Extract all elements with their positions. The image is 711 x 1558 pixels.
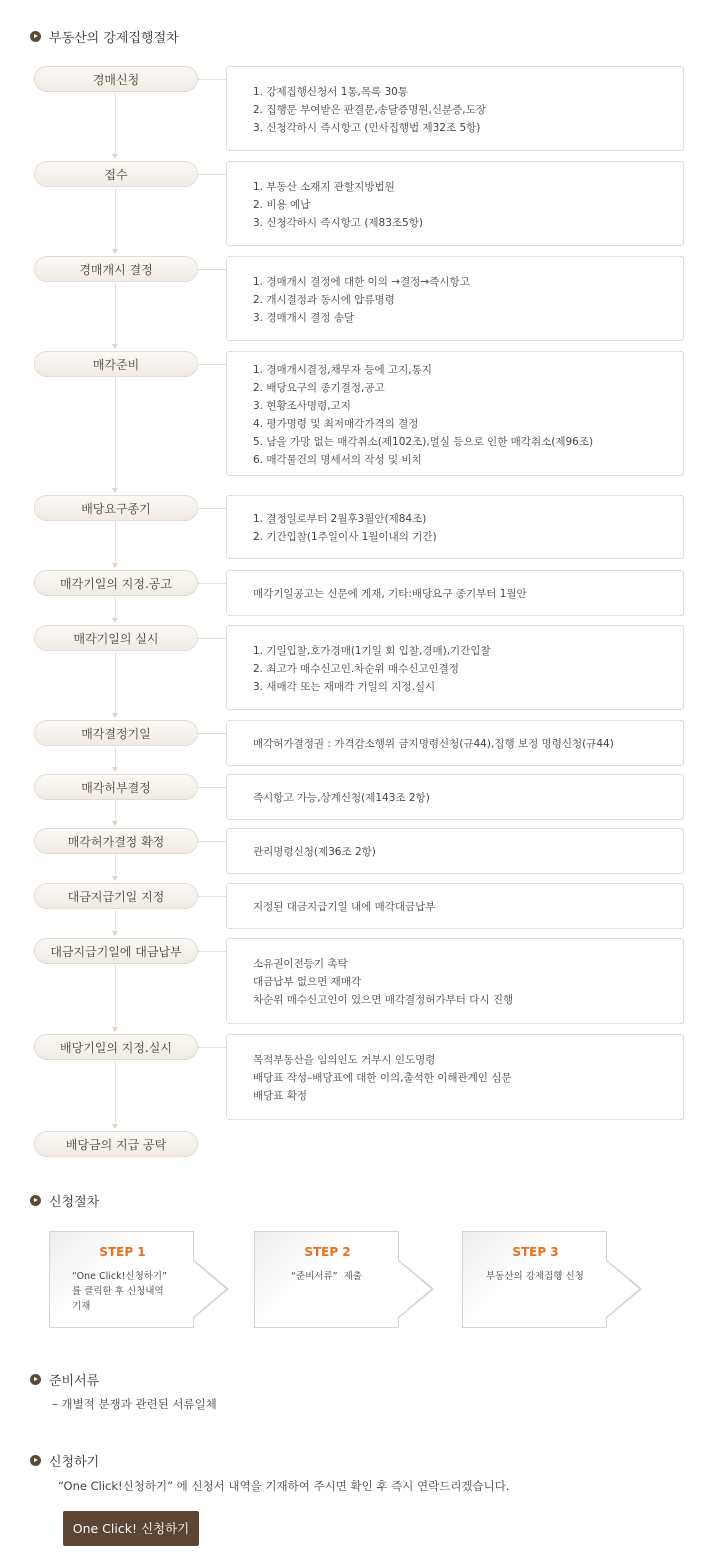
- section-title-request: [30, 1451, 99, 1470]
- flow-connector: [198, 841, 226, 842]
- detail-line: 3. 신청각하시 즉시항고 (민사집행법 제32조 5항): [253, 122, 481, 134]
- flow-connector: [198, 951, 226, 952]
- detail-line: 2. 기간입찰(1주일이사 1월이내의 기간): [253, 531, 437, 543]
- detail-line: 3. 새매각 또는 재매각 기일의 지정.실시: [253, 681, 436, 693]
- arrow-down-icon: [112, 931, 118, 936]
- flow-step-detail-box: [226, 883, 684, 929]
- detail-line: 2. 배당요구의 종기결정,공고: [253, 382, 385, 394]
- flow-step-pill: 배당요구종기: [34, 495, 198, 521]
- detail-line: 2. 개시결정과 동시에 압류명령: [253, 294, 395, 306]
- flow-step-detail-box: [226, 161, 684, 246]
- detail-line: 1. 기일입찰,호가경매(1기일 회 입찰,경매),기간입찰: [253, 645, 491, 657]
- flow-connector: [198, 583, 226, 584]
- step-text: [486, 1269, 584, 1284]
- detail-line: 2. 집행문 부여받은 판결문,송달증명원,신분증,도장: [253, 104, 486, 116]
- flow-step-detail-box: [226, 1034, 684, 1120]
- arrow-down-icon: [112, 344, 118, 349]
- bullet-icon: [30, 1455, 41, 1466]
- flow-vertical-line: [115, 597, 116, 618]
- flow-vertical-line: [115, 522, 116, 563]
- step-3-box: [462, 1231, 607, 1328]
- bullet-icon: [30, 1195, 41, 1206]
- arrow-down-icon: [112, 249, 118, 254]
- step-text-line: 를 클릭한 후 신청내역: [72, 1286, 164, 1297]
- flow-vertical-line: [115, 283, 116, 344]
- detail-line: 1. 강제집행신청서 1통,목록 30통: [253, 86, 408, 98]
- flow-vertical-line: [115, 378, 116, 488]
- detail-line: 배당표 확정: [253, 1090, 308, 1102]
- flow-step-pill: 접수: [34, 161, 198, 187]
- detail-line: 차순위 매수신고인이 있으면 매각결정허가부터 다시 진행: [253, 994, 514, 1006]
- flow-step-detail-box: [226, 66, 684, 151]
- arrow-down-icon: [112, 713, 118, 718]
- flow-step-pill: 경매개시 결정: [34, 256, 198, 282]
- flow-vertical-line: [115, 801, 116, 821]
- flow-step-pill: 매각결정기일: [34, 720, 198, 746]
- flow-step-detail-box: [226, 495, 684, 559]
- flow-connector: [198, 638, 226, 639]
- detail-line: 3. 경매개시 결정 송달: [253, 312, 355, 324]
- flow-vertical-line: [115, 965, 116, 1027]
- flow-step-pill: 배당기일의 지정.실시: [34, 1034, 198, 1060]
- section-title-text: 신청하기: [49, 1455, 100, 1470]
- arrow-down-icon: [112, 1027, 118, 1032]
- arrow-down-icon: [112, 488, 118, 493]
- request-description: “One Click!신청하기” 에 신청서 내역을 기재하여 주시면 확인 후 즉시 연락드리겠습니다.: [58, 1479, 510, 1493]
- section-title-apply: [30, 1191, 99, 1210]
- step-text: [291, 1269, 362, 1284]
- step-label: STEP 3: [512, 1245, 559, 1259]
- arrow-down-icon: [112, 876, 118, 881]
- detail-line: 3. 현황조사명령,고지: [253, 400, 351, 412]
- section-title-text: 준비서류: [49, 1374, 100, 1389]
- flow-step-pill: 대금지급기일 지정: [34, 883, 198, 909]
- step-2-box: [254, 1231, 399, 1328]
- detail-line: 관리명령신청(제36조 2항): [253, 846, 376, 858]
- arrow-down-icon: [112, 618, 118, 623]
- flow-connector: [198, 364, 226, 365]
- step-label: STEP 2: [304, 1245, 351, 1259]
- arrow-down-icon: [112, 1124, 118, 1129]
- detail-line: 매각허가결정권 : 가격감소행위 금지명령신청(규44),집행 보정 명령신청(규44): [253, 738, 614, 750]
- flow-step-detail-box: [226, 720, 684, 766]
- flow-step-detail-box: [226, 570, 684, 616]
- flow-connector: [198, 79, 226, 80]
- flow-connector: [198, 733, 226, 734]
- flow-step-detail-box: [226, 351, 684, 476]
- flow-step-pill: 매각허가결정 확정: [34, 828, 198, 854]
- flow-step-pill: 대금지급기일에 대금납부: [34, 938, 198, 964]
- flow-connector: [198, 174, 226, 175]
- docs-description: – 개별적 분쟁과 관련된 서류일체: [52, 1397, 217, 1411]
- flow-connector: [198, 1047, 226, 1048]
- detail-line: 2. 최고가 매수신고인.차순위 매수신고인결정: [253, 663, 459, 675]
- flow-step-pill: 매각기일의 지정.공고: [34, 570, 198, 596]
- detail-line: 목적부동산을 임의인도 거부시 인도명령: [253, 1054, 436, 1066]
- flow-step-detail-box: [226, 828, 684, 874]
- flow-step-pill: 매각기일의 실시: [34, 625, 198, 651]
- flow-step-detail-box: [226, 938, 684, 1024]
- flow-connector: [198, 896, 226, 897]
- flow-vertical-line: [115, 188, 116, 249]
- bullet-icon: [30, 31, 41, 42]
- flow-step-detail-box: [226, 256, 684, 341]
- arrow-down-icon: [112, 154, 118, 159]
- flow-vertical-line: [115, 747, 116, 767]
- bullet-icon: [30, 1374, 41, 1385]
- flow-connector: [198, 787, 226, 788]
- flow-step-pill: 매각허부결정: [34, 774, 198, 800]
- step-arrow-icon: [193, 1259, 229, 1319]
- flow-step-detail-box: [226, 774, 684, 820]
- detail-line: 6. 매각물건의 명세서의 작성 및 비치: [253, 454, 422, 466]
- detail-line: 소유권이전등기 촉탁: [253, 958, 348, 970]
- step-arrow-icon: [398, 1259, 434, 1319]
- section-title-procedure: [30, 27, 179, 46]
- detail-line: 1. 부동산 소재지 관할지방법원: [253, 181, 395, 193]
- flow-step-pill: 경매신청: [34, 66, 198, 92]
- flow-connector: [198, 269, 226, 270]
- detail-line: 지정된 대금지급기일 내에 매각대금납부: [253, 901, 436, 913]
- flow-connector: [198, 508, 226, 509]
- flow-step-pill: 매각준비: [34, 351, 198, 377]
- step-text-line: 기재: [72, 1301, 91, 1312]
- arrow-down-icon: [112, 563, 118, 568]
- flow-vertical-line: [115, 652, 116, 713]
- arrow-down-icon: [112, 767, 118, 772]
- flow-vertical-line: [115, 1061, 116, 1124]
- section-title-docs: [30, 1370, 99, 1389]
- detail-line: 1. 경매개시결정,채무자 등에 고지,통지: [253, 364, 432, 376]
- flow-vertical-line: [115, 855, 116, 876]
- detail-line: 5. 남을 가망 없는 매각취소(제102조),멸실 등으로 인한 매각취소(제96조): [253, 436, 594, 448]
- step-text-line: 부동산의 강제집행 신청: [486, 1271, 584, 1282]
- one-click-apply-button[interactable]: One Click! 신청하기: [63, 1511, 199, 1546]
- detail-line: 4. 평가명령 및 최저매각가격의 결정: [253, 418, 419, 430]
- step-text: [72, 1269, 167, 1314]
- section-title-text: 부동산의 강제집행절차: [49, 31, 179, 46]
- section-title-text: 신청절차: [49, 1195, 100, 1210]
- detail-line: 즉시항고 가능,상계신청(제143조 2항): [253, 792, 430, 804]
- detail-line: 대금납부 없으면 재매각: [253, 976, 362, 988]
- step-label: STEP 1: [99, 1245, 146, 1259]
- detail-line: 배당표 작성–배당표에 대한 이의,출석한 이해관계인 심문: [253, 1072, 512, 1084]
- detail-line: 매각기일공고는 신문에 게재, 기타:배당요구 종기부터 1월안: [253, 588, 527, 600]
- flow-step-detail-box: [226, 625, 684, 710]
- flow-vertical-line: [115, 910, 116, 931]
- arrow-down-icon: [112, 821, 118, 826]
- detail-line: 2. 비용 예납: [253, 199, 311, 211]
- detail-line: 1. 경매개시 결정에 대한 이의 →결정→즉시항고: [253, 276, 470, 288]
- step-text-line: “준비서류” 제출: [291, 1271, 362, 1282]
- detail-line: 3. 신청각하시 즉시항고 (제83조5항): [253, 217, 423, 229]
- step-1-box: [49, 1231, 194, 1328]
- step-arrow-icon: [606, 1259, 642, 1319]
- step-text-line: “One Click!신청하기”: [72, 1271, 168, 1282]
- flow-step-pill: 배당금의 지급 공탁: [34, 1131, 198, 1157]
- flow-vertical-line: [115, 93, 116, 154]
- detail-line: 1. 결정일로부터 2월후3월안(제84조): [253, 513, 427, 525]
